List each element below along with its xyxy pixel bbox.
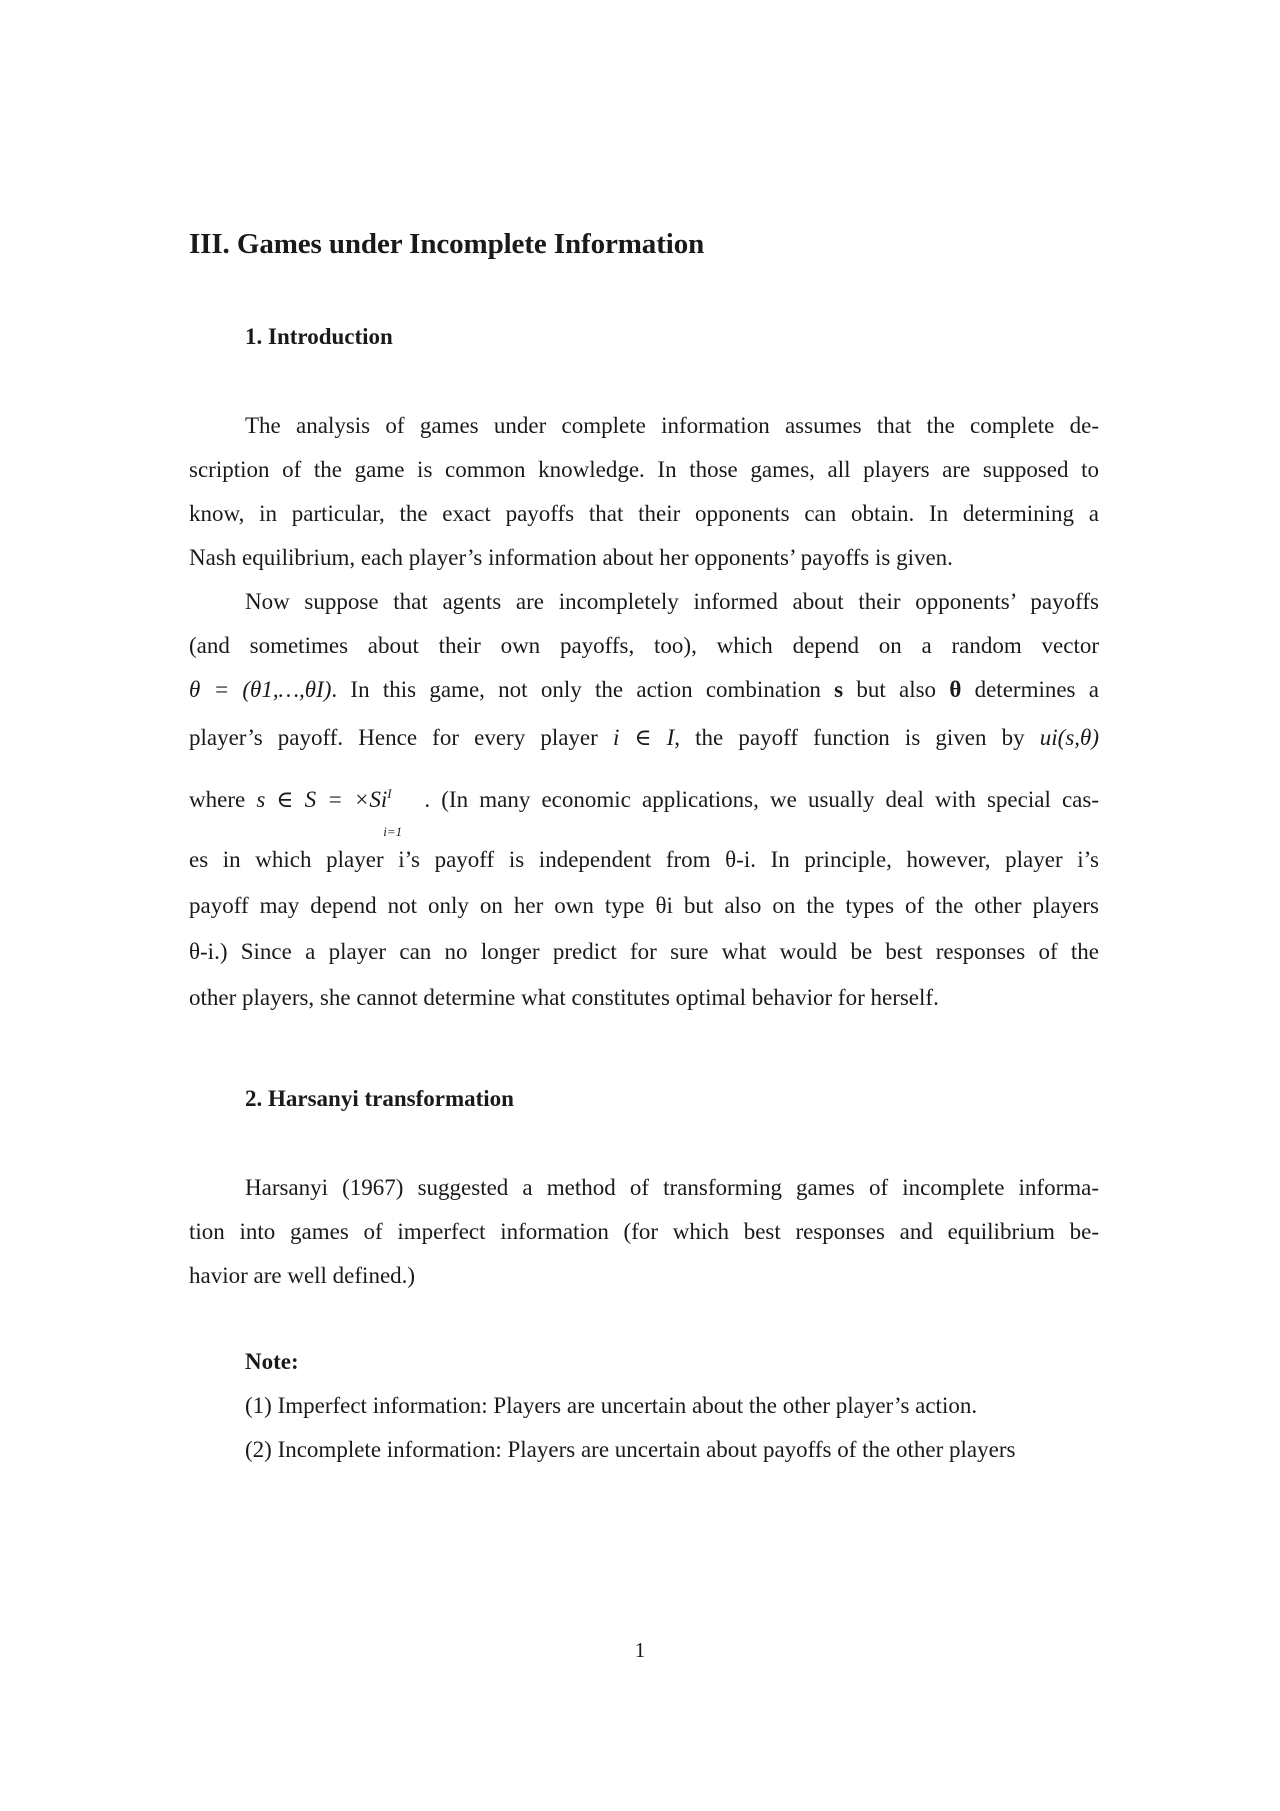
intro-heading: 1. Introduction bbox=[245, 324, 393, 349]
theta-symbol: θ bbox=[949, 677, 962, 702]
text-line: Harsanyi (1967) suggested a method of transforming games of incomplete informa- bbox=[245, 1175, 1099, 1200]
text-line: scription of the game is common knowledge. In those games, all players are supposed to bbox=[189, 457, 1099, 482]
text-line: tion into games of imperfect information (for which best responses and equilibrium be- bbox=[189, 1219, 1099, 1244]
note-item-2: (2) Incomplete information: Players are uncertain about payoffs of the other players bbox=[245, 1437, 1016, 1462]
intro-paragraph-2 bbox=[189, 580, 1099, 1020]
text-line-formula: θ = (θ1,…,θI). In this game, not only the action combination s but also θ determines a bbox=[189, 677, 1099, 702]
text-line-formula: player’s payoff. Hence for every player i ∈ I, the payoff function is given by ui(s,θ) bbox=[189, 725, 1099, 750]
note-block bbox=[245, 1340, 1105, 1472]
payoff-function-formula: ui(s,θ) bbox=[1039, 725, 1099, 750]
intro-paragraph-1 bbox=[189, 404, 1099, 580]
player-set-formula: i ∈ I bbox=[612, 725, 675, 750]
text-line: Now suppose that agents are incompletely informed about their opponents’ payoffs bbox=[245, 589, 1099, 614]
text-line: other players, she cannot determine what constitutes optimal behavior for herself. bbox=[189, 985, 939, 1010]
text-line: (and sometimes about their own payoffs, too), which depend on a random vector bbox=[189, 633, 1099, 658]
section-title: III. Games under Incomplete Information bbox=[189, 228, 705, 260]
strategy-set-formula: s ∈ S = ×Si bbox=[256, 787, 388, 812]
harsanyi-heading: 2. Harsanyi transformation bbox=[245, 1086, 514, 1111]
page-number: 1 bbox=[634, 1638, 646, 1662]
text-line: Nash equilibrium, each player’s information about her opponents’ payoffs is given. bbox=[189, 545, 953, 570]
text-line: θ-i.) Since a player can no longer predict for sure what would be best responses of the bbox=[189, 939, 1099, 964]
action-s: s bbox=[834, 677, 844, 702]
note-label: Note: bbox=[245, 1349, 299, 1374]
text-line-formula: where s ∈ S = ×Si I i=1 . (In many economic applications, we usually deal with special cas- bbox=[189, 786, 1099, 839]
note-item-1: (1) Imperfect information: Players are uncertain about the other player’s action. bbox=[245, 1393, 978, 1418]
text-line: payoff may depend not only on her own type θi but also on the types of the other players bbox=[189, 893, 1099, 918]
theta-vector-formula: θ = (θ1,…,θI) bbox=[189, 677, 332, 702]
text-line: The analysis of games under complete information assumes that the complete de- bbox=[245, 413, 1099, 438]
text-line: es in which player i’s payoff is independent from θ-i. In principle, however, player i’s bbox=[189, 847, 1099, 872]
harsanyi-paragraph bbox=[189, 1166, 1099, 1298]
text-line: havior are well defined.) bbox=[189, 1263, 416, 1288]
text-line: know, in particular, the exact payoffs that their opponents can obtain. In determining a bbox=[189, 501, 1099, 526]
